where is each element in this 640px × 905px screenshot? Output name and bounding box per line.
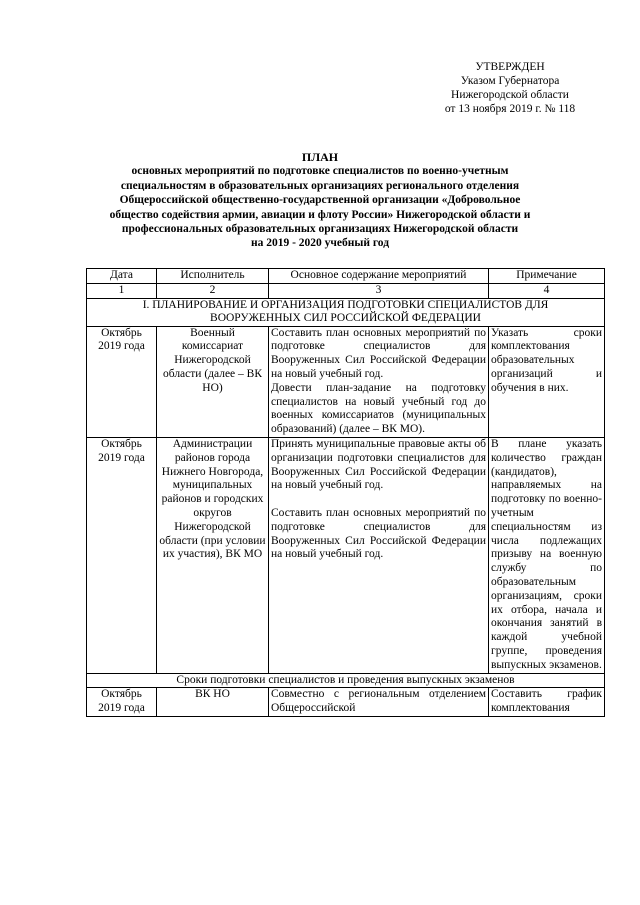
table-row	[87, 688, 605, 717]
column-header-date: Дата	[87, 269, 157, 284]
plan-title	[100, 150, 540, 251]
column-number: 2	[157, 283, 269, 298]
row-content-paragraph: Довести план-задание на подготовку специалистов на новый учебный год до военных комиссариатов (муниципальных образований) (далее – ВК МО).	[271, 381, 486, 436]
section-row	[87, 673, 605, 688]
plan-subtitle: основных мероприятий по подготовке специалистов по военно-учетным специальностям в образовательных организациях регионального отделения Общероссийской общественно-государственной организации «Добровольное общество содействия армии, авиации и флоту России» Нижегородской области и профессиональных образовательных организациях Нижегородской области	[109, 165, 531, 236]
row-note: Указать сроки комплектования образовательных организаций и обучения в них.	[489, 326, 605, 437]
column-header-note: Примечание	[489, 269, 605, 284]
section-heading-2: Сроки подготовки специалистов и проведения выпускных экзаменов	[87, 673, 605, 688]
row-content: Совместно с региональным отделением Общероссийской	[269, 688, 489, 717]
row-note: В плане указать количество граждан (кандидатов), направляемых на подготовку по военно-учетным специальностям из числа подлежащих призыву на военную службу по образовательным организациям, сроки их отбора, начала и окончания занятий в каждой учебной группе, проведения выпускных экзаменов.	[489, 437, 605, 673]
row-note: Составить график комплектования	[489, 688, 605, 717]
column-header-content: Основное содержание мероприятий	[269, 269, 489, 284]
column-number: 4	[489, 283, 605, 298]
table-row	[87, 326, 605, 437]
row-date: Октябрь 2019 года	[87, 688, 157, 717]
row-executor: Администрации районов города Нижнего Новгорода, муниципальных районов и городских округов Нижегородской области (при условии их участия), ВК МО	[157, 437, 269, 673]
row-content-paragraph: Принять муниципальные правовые акты об организации подготовки специалистов для Вооруженных Сил Российской Федерации на новый учебный год.	[271, 437, 486, 492]
table-header-row	[87, 269, 605, 284]
row-content-paragraph: Составить план основных мероприятий по подготовке специалистов для Вооруженных Сил Российской Федерации на новый учебный год.	[271, 326, 486, 380]
row-date: Октябрь 2019 года	[87, 437, 157, 673]
column-header-executor: Исполнитель	[157, 269, 269, 284]
column-number: 3	[269, 283, 489, 298]
paragraph-gap	[271, 493, 486, 507]
approval-stamp	[420, 60, 600, 116]
plan-year: на 2019 - 2020 учебный год	[250, 237, 390, 250]
row-executor: Военный комиссариат Нижегородской области (далее – ВК НО)	[157, 326, 269, 437]
row-content	[269, 326, 489, 437]
row-content	[269, 437, 489, 673]
approval-line: Нижегородской области	[451, 89, 569, 101]
column-number: 1	[87, 283, 157, 298]
row-executor: ВК НО	[157, 688, 269, 717]
plan-table	[86, 268, 605, 717]
approval-line: УТВЕРЖДЕН	[475, 61, 545, 73]
row-date: Октябрь 2019 года	[87, 326, 157, 437]
row-content-paragraph: Составить план основных мероприятий по подготовке специалистов для Вооруженных Сил Российской Федерации на новый учебный год.	[271, 506, 486, 561]
section-heading-1: I. ПЛАНИРОВАНИЕ И ОРГАНИЗАЦИЯ ПОДГОТОВКИ СПЕЦИАЛИСТОВ ДЛЯ ВООРУЖЕННЫХ СИЛ РОССИЙСКОЙ ФЕДЕРАЦИИ	[87, 298, 605, 326]
column-number-row	[87, 283, 605, 298]
table-row	[87, 437, 605, 673]
approval-line: от 13 ноября 2019 г. № 118	[444, 103, 576, 115]
plan-heading: ПЛАН	[301, 150, 339, 164]
section-row	[87, 298, 605, 326]
approval-line: Указом Губернатора	[460, 75, 560, 87]
